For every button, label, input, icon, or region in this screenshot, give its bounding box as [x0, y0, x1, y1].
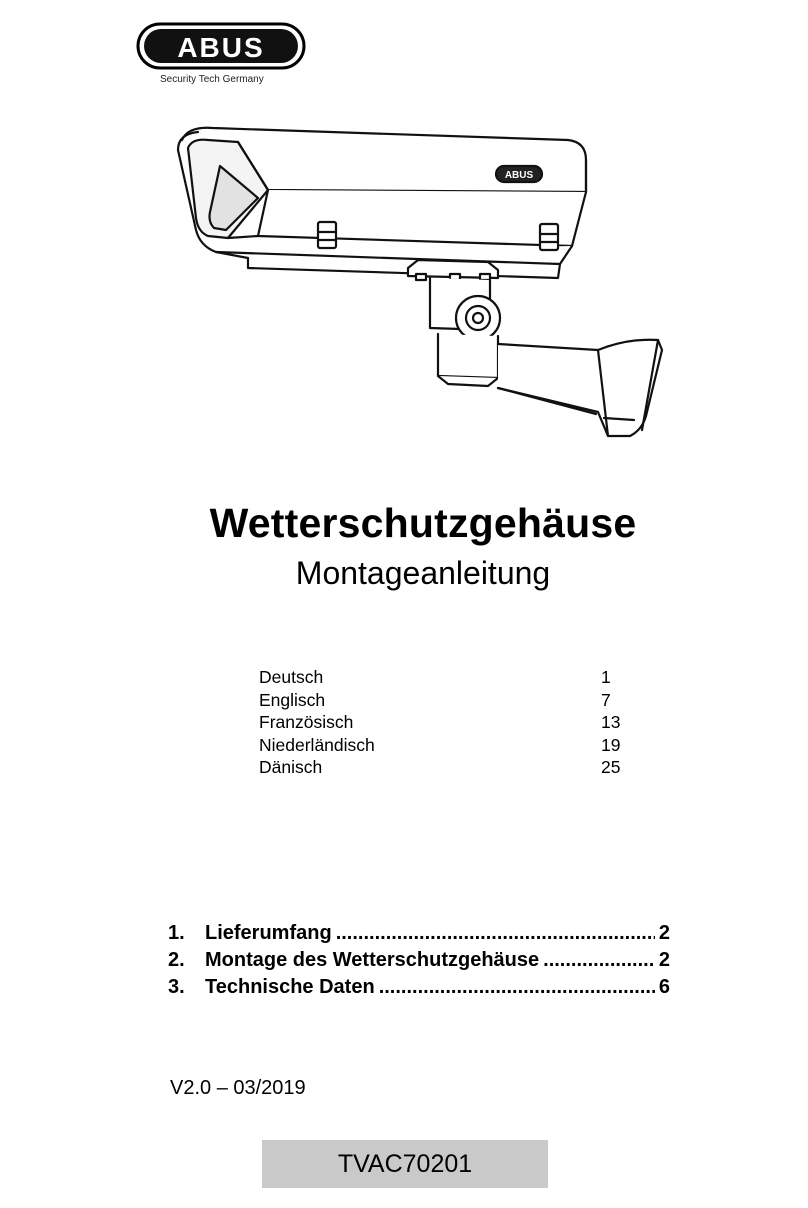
- toc-leader-dots: [336, 920, 655, 947]
- language-row: [259, 711, 625, 734]
- toc-page: 6: [658, 976, 670, 998]
- language-page: 13: [601, 712, 621, 732]
- abus-logo-mark: [136, 22, 306, 70]
- language-row: [259, 689, 625, 712]
- language-page: 7: [601, 689, 611, 710]
- toc-number: 2.: [168, 949, 185, 971]
- language-row: [259, 756, 625, 779]
- language-name: Dänisch: [259, 757, 323, 777]
- language-page: 1: [601, 667, 611, 687]
- abus-logo: [136, 22, 306, 92]
- version-label: V2.0 – 03/2019: [170, 1077, 306, 1099]
- logo-tagline: Security Tech Germany: [160, 74, 264, 85]
- toc-title: Technische Daten: [205, 976, 375, 998]
- language-name: Französisch: [259, 712, 354, 732]
- language-list: [259, 666, 639, 779]
- toc-title: Lieferumfang: [205, 922, 332, 944]
- model-number: TVAC70201: [337, 1149, 473, 1178]
- table-of-contents: [168, 920, 670, 1001]
- language-name: Englisch: [259, 689, 326, 710]
- page-title: Wetterschutzgehäuse: [209, 500, 637, 546]
- model-number-box: [262, 1140, 548, 1188]
- camera-housing-illustration: [168, 118, 678, 448]
- toc-entry[interactable]: [168, 920, 670, 947]
- language-row: [259, 666, 625, 689]
- logo-brand-text: ABUS: [177, 32, 265, 63]
- toc-entry[interactable]: [168, 947, 670, 974]
- toc-page: 2: [658, 922, 670, 944]
- toc-leader-dots: [543, 947, 655, 974]
- language-row: [259, 734, 625, 757]
- toc-number: 3.: [168, 976, 185, 998]
- language-page: 19: [601, 734, 621, 755]
- language-page: 25: [601, 757, 621, 777]
- language-name: Deutsch: [259, 667, 324, 687]
- toc-title: Montage des Wetterschutzgehäuse: [205, 949, 540, 971]
- housing-badge-text: ABUS: [504, 170, 534, 181]
- page-subtitle: Montageanleitung: [295, 555, 551, 591]
- toc-page: 2: [658, 949, 670, 971]
- language-name: Niederländisch: [259, 734, 375, 755]
- toc-number: 1.: [168, 922, 185, 944]
- toc-leader-dots: [379, 974, 655, 1001]
- toc-entry[interactable]: [168, 974, 670, 1001]
